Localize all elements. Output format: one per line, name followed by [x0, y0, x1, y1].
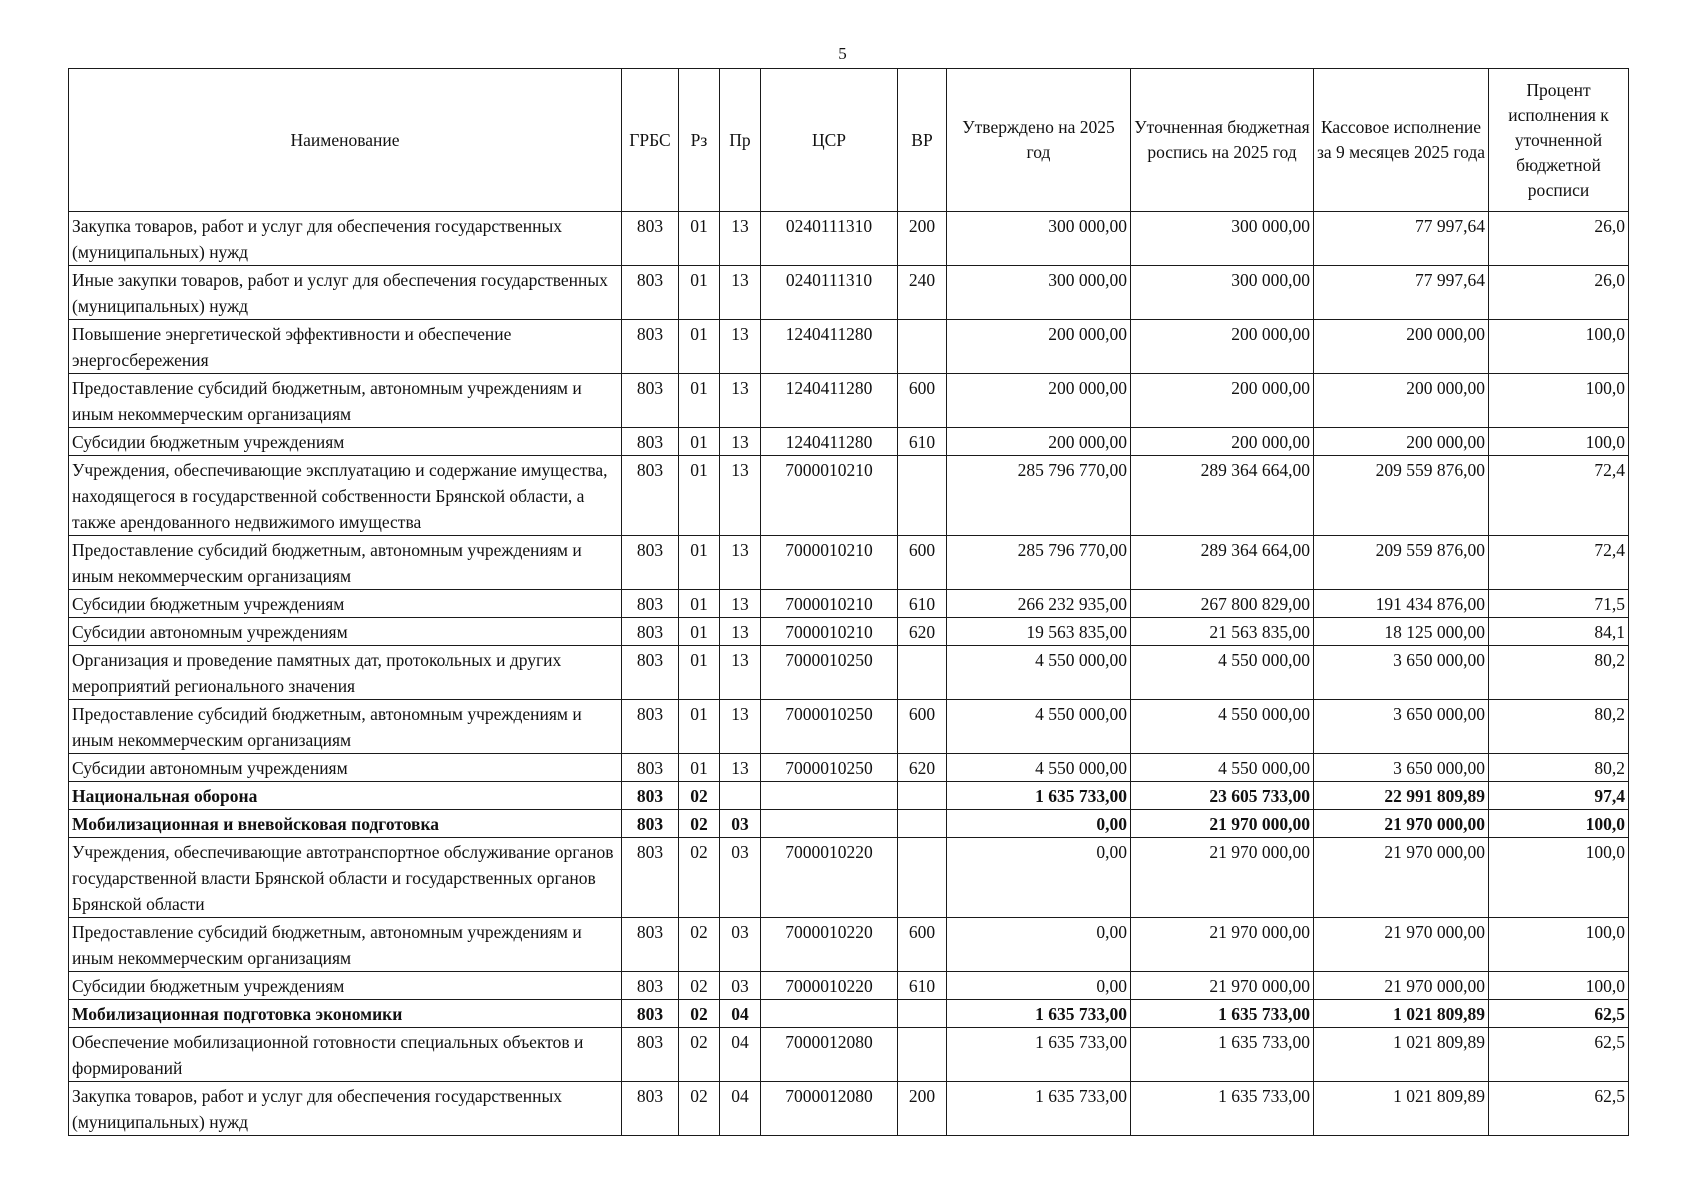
- cell-csr: 7000012080: [761, 1028, 898, 1082]
- table-row: [69, 428, 1629, 456]
- cell-specified: 200 000,00: [1131, 320, 1314, 374]
- cell-percent: 72,4: [1489, 456, 1629, 536]
- cell-csr: 7000010220: [761, 972, 898, 1000]
- cell-percent: 62,5: [1489, 1000, 1629, 1028]
- cell-grbs: 803: [622, 428, 679, 456]
- cell-cash: 21 970 000,00: [1314, 810, 1489, 838]
- cell-csr: 7000010220: [761, 918, 898, 972]
- cell-grbs: 803: [622, 456, 679, 536]
- cell-grbs: 803: [622, 1082, 679, 1136]
- cell-vr: 610: [898, 428, 947, 456]
- cell-vr: 620: [898, 754, 947, 782]
- cell-grbs: 803: [622, 782, 679, 810]
- cell-csr: [761, 1000, 898, 1028]
- cell-rz: 01: [679, 754, 720, 782]
- cell-percent: 100,0: [1489, 320, 1629, 374]
- cell-name: Субсидии бюджетным учреждениям: [69, 972, 622, 1000]
- cell-specified: 289 364 664,00: [1131, 456, 1314, 536]
- cell-specified: 4 550 000,00: [1131, 754, 1314, 782]
- cell-rz: 01: [679, 700, 720, 754]
- cell-vr: [898, 838, 947, 918]
- table-row: [69, 810, 1629, 838]
- cell-specified: 1 635 733,00: [1131, 1000, 1314, 1028]
- cell-grbs: 803: [622, 212, 679, 266]
- table-row: [69, 212, 1629, 266]
- cell-percent: 26,0: [1489, 266, 1629, 320]
- cell-grbs: 803: [622, 754, 679, 782]
- cell-approved: 1 635 733,00: [947, 1028, 1131, 1082]
- cell-cash: 200 000,00: [1314, 374, 1489, 428]
- cell-grbs: 803: [622, 320, 679, 374]
- cell-pr: 13: [720, 456, 761, 536]
- cell-vr: 610: [898, 590, 947, 618]
- cell-approved: 266 232 935,00: [947, 590, 1131, 618]
- cell-name: Повышение энергетической эффективности и обеспечение энергосбережения: [69, 320, 622, 374]
- cell-pr: 13: [720, 618, 761, 646]
- cell-csr: [761, 810, 898, 838]
- header-percent: Процент исполнения к уточненной бюджетной росписи: [1489, 69, 1629, 212]
- cell-name: Закупка товаров, работ и услуг для обеспечения государственных (муниципальных) нужд: [69, 212, 622, 266]
- cell-csr: 7000012080: [761, 1082, 898, 1136]
- cell-rz: 02: [679, 782, 720, 810]
- cell-percent: 80,2: [1489, 646, 1629, 700]
- header-row: [69, 69, 1629, 212]
- cell-cash: 1 021 809,89: [1314, 1028, 1489, 1082]
- cell-vr: [898, 456, 947, 536]
- cell-vr: 600: [898, 536, 947, 590]
- cell-grbs: 803: [622, 1028, 679, 1082]
- table-row: [69, 646, 1629, 700]
- cell-pr: [720, 782, 761, 810]
- cell-name: Субсидии бюджетным учреждениям: [69, 428, 622, 456]
- cell-approved: 4 550 000,00: [947, 700, 1131, 754]
- cell-specified: 4 550 000,00: [1131, 646, 1314, 700]
- cell-name: Обеспечение мобилизационной готовности специальных объектов и формирований: [69, 1028, 622, 1082]
- table-row: [69, 1082, 1629, 1136]
- cell-percent: 84,1: [1489, 618, 1629, 646]
- cell-cash: 77 997,64: [1314, 266, 1489, 320]
- cell-csr: 7000010250: [761, 700, 898, 754]
- header-name: Наименование: [69, 69, 622, 212]
- cell-rz: 01: [679, 590, 720, 618]
- cell-approved: 1 635 733,00: [947, 1000, 1131, 1028]
- table-row: [69, 700, 1629, 754]
- cell-pr: 13: [720, 646, 761, 700]
- cell-pr: 13: [720, 590, 761, 618]
- cell-specified: 1 635 733,00: [1131, 1082, 1314, 1136]
- cell-rz: 01: [679, 536, 720, 590]
- cell-specified: 200 000,00: [1131, 374, 1314, 428]
- cell-pr: 13: [720, 266, 761, 320]
- cell-percent: 100,0: [1489, 428, 1629, 456]
- cell-specified: 21 970 000,00: [1131, 810, 1314, 838]
- cell-approved: 0,00: [947, 972, 1131, 1000]
- table-row: [69, 590, 1629, 618]
- cell-name: Предоставление субсидий бюджетным, автономным учреждениям и иным некоммерческим организациям: [69, 536, 622, 590]
- cell-percent: 72,4: [1489, 536, 1629, 590]
- cell-cash: 209 559 876,00: [1314, 536, 1489, 590]
- cell-percent: 100,0: [1489, 972, 1629, 1000]
- cell-grbs: 803: [622, 374, 679, 428]
- cell-vr: 600: [898, 700, 947, 754]
- cell-rz: 01: [679, 320, 720, 374]
- cell-cash: 200 000,00: [1314, 428, 1489, 456]
- table-row: [69, 536, 1629, 590]
- cell-pr: 04: [720, 1028, 761, 1082]
- cell-name: Предоставление субсидий бюджетным, автономным учреждениям и иным некоммерческим организациям: [69, 374, 622, 428]
- cell-vr: [898, 1000, 947, 1028]
- cell-cash: 3 650 000,00: [1314, 754, 1489, 782]
- cell-specified: 21 970 000,00: [1131, 838, 1314, 918]
- cell-rz: 02: [679, 810, 720, 838]
- cell-name: Предоставление субсидий бюджетным, автономным учреждениям и иным некоммерческим организациям: [69, 700, 622, 754]
- cell-pr: 04: [720, 1082, 761, 1136]
- cell-rz: 02: [679, 918, 720, 972]
- cell-vr: 600: [898, 374, 947, 428]
- cell-rz: 01: [679, 428, 720, 456]
- cell-rz: 01: [679, 266, 720, 320]
- cell-rz: 01: [679, 618, 720, 646]
- cell-vr: 240: [898, 266, 947, 320]
- cell-specified: 300 000,00: [1131, 266, 1314, 320]
- table-row: [69, 1028, 1629, 1082]
- cell-specified: 21 970 000,00: [1131, 918, 1314, 972]
- cell-csr: [761, 782, 898, 810]
- cell-name: Мобилизационная и вневойсковая подготовка: [69, 810, 622, 838]
- cell-csr: 1240411280: [761, 320, 898, 374]
- table-row: [69, 972, 1629, 1000]
- cell-name: Субсидии автономным учреждениям: [69, 618, 622, 646]
- cell-percent: 71,5: [1489, 590, 1629, 618]
- cell-approved: 200 000,00: [947, 428, 1131, 456]
- cell-pr: 13: [720, 320, 761, 374]
- table-row: [69, 918, 1629, 972]
- cell-grbs: 803: [622, 972, 679, 1000]
- cell-pr: 13: [720, 374, 761, 428]
- cell-csr: 7000010210: [761, 618, 898, 646]
- cell-specified: 300 000,00: [1131, 212, 1314, 266]
- cell-pr: 13: [720, 536, 761, 590]
- header-grbs: ГРБС: [622, 69, 679, 212]
- cell-approved: 1 635 733,00: [947, 782, 1131, 810]
- table-row: [69, 782, 1629, 810]
- cell-csr: 1240411280: [761, 428, 898, 456]
- cell-percent: 100,0: [1489, 838, 1629, 918]
- cell-pr: 13: [720, 428, 761, 456]
- cell-grbs: 803: [622, 700, 679, 754]
- header-csr: ЦСР: [761, 69, 898, 212]
- cell-percent: 100,0: [1489, 810, 1629, 838]
- cell-percent: 80,2: [1489, 754, 1629, 782]
- cell-specified: 23 605 733,00: [1131, 782, 1314, 810]
- cell-rz: 01: [679, 374, 720, 428]
- cell-name: Закупка товаров, работ и услуг для обеспечения государственных (муниципальных) нужд: [69, 1082, 622, 1136]
- cell-grbs: 803: [622, 618, 679, 646]
- cell-cash: 77 997,64: [1314, 212, 1489, 266]
- cell-name: Иные закупки товаров, работ и услуг для обеспечения государственных (муниципальных) нужд: [69, 266, 622, 320]
- cell-pr: 13: [720, 754, 761, 782]
- cell-percent: 62,5: [1489, 1082, 1629, 1136]
- cell-approved: 19 563 835,00: [947, 618, 1131, 646]
- page-number: 5: [838, 44, 847, 63]
- cell-percent: 80,2: [1489, 700, 1629, 754]
- cell-grbs: 803: [622, 646, 679, 700]
- table-row: [69, 838, 1629, 918]
- cell-grbs: 803: [622, 536, 679, 590]
- cell-pr: 13: [720, 700, 761, 754]
- cell-cash: 200 000,00: [1314, 320, 1489, 374]
- cell-pr: 13: [720, 212, 761, 266]
- cell-csr: 0240111310: [761, 266, 898, 320]
- cell-vr: [898, 1028, 947, 1082]
- cell-csr: 1240411280: [761, 374, 898, 428]
- cell-cash: 18 125 000,00: [1314, 618, 1489, 646]
- cell-name: Национальная оборона: [69, 782, 622, 810]
- cell-approved: 1 635 733,00: [947, 1082, 1131, 1136]
- table-row: [69, 618, 1629, 646]
- cell-pr: 03: [720, 918, 761, 972]
- cell-specified: 289 364 664,00: [1131, 536, 1314, 590]
- cell-name: Субсидии автономным учреждениям: [69, 754, 622, 782]
- cell-percent: 100,0: [1489, 374, 1629, 428]
- cell-vr: 200: [898, 212, 947, 266]
- cell-name: Субсидии бюджетным учреждениям: [69, 590, 622, 618]
- cell-vr: 200: [898, 1082, 947, 1136]
- cell-csr: 7000010250: [761, 646, 898, 700]
- cell-csr: 7000010210: [761, 456, 898, 536]
- cell-vr: [898, 782, 947, 810]
- cell-cash: 209 559 876,00: [1314, 456, 1489, 536]
- cell-cash: 1 021 809,89: [1314, 1082, 1489, 1136]
- table-row: [69, 456, 1629, 536]
- cell-name: Предоставление субсидий бюджетным, автономным учреждениям и иным некоммерческим организациям: [69, 918, 622, 972]
- cell-cash: 3 650 000,00: [1314, 700, 1489, 754]
- cell-csr: 7000010210: [761, 536, 898, 590]
- cell-percent: 97,4: [1489, 782, 1629, 810]
- cell-specified: 267 800 829,00: [1131, 590, 1314, 618]
- cell-vr: 620: [898, 618, 947, 646]
- cell-approved: 285 796 770,00: [947, 536, 1131, 590]
- cell-percent: 26,0: [1489, 212, 1629, 266]
- cell-approved: 0,00: [947, 810, 1131, 838]
- cell-grbs: 803: [622, 590, 679, 618]
- cell-cash: 21 970 000,00: [1314, 918, 1489, 972]
- cell-cash: 191 434 876,00: [1314, 590, 1489, 618]
- cell-approved: 200 000,00: [947, 374, 1131, 428]
- cell-percent: 100,0: [1489, 918, 1629, 972]
- cell-csr: 0240111310: [761, 212, 898, 266]
- cell-vr: [898, 646, 947, 700]
- cell-specified: 21 563 835,00: [1131, 618, 1314, 646]
- cell-csr: 7000010210: [761, 590, 898, 618]
- cell-name: Организация и проведение памятных дат, протокольных и других мероприятий регионального значения: [69, 646, 622, 700]
- table-row: [69, 754, 1629, 782]
- header-approved: Утверждено на 2025 год: [947, 69, 1131, 212]
- cell-cash: 1 021 809,89: [1314, 1000, 1489, 1028]
- cell-pr: 03: [720, 838, 761, 918]
- cell-percent: 62,5: [1489, 1028, 1629, 1082]
- cell-cash: 22 991 809,89: [1314, 782, 1489, 810]
- table-row: [69, 266, 1629, 320]
- cell-rz: 01: [679, 456, 720, 536]
- cell-specified: 4 550 000,00: [1131, 700, 1314, 754]
- cell-pr: 03: [720, 810, 761, 838]
- cell-vr: [898, 810, 947, 838]
- cell-grbs: 803: [622, 838, 679, 918]
- cell-name: Учреждения, обеспечивающие эксплуатацию и содержание имущества, находящегося в государственной собственности Брянской области, а также арендованного недвижимого имущества: [69, 456, 622, 536]
- header-vr: ВР: [898, 69, 947, 212]
- cell-approved: 4 550 000,00: [947, 646, 1131, 700]
- cell-grbs: 803: [622, 918, 679, 972]
- cell-name: Учреждения, обеспечивающие автотранспортное обслуживание органов государственной власти Брянской области и государственных органов Брянской области: [69, 838, 622, 918]
- cell-approved: 0,00: [947, 918, 1131, 972]
- header-rz: Рз: [679, 69, 720, 212]
- cell-grbs: 803: [622, 1000, 679, 1028]
- table-row: [69, 320, 1629, 374]
- cell-cash: 21 970 000,00: [1314, 838, 1489, 918]
- cell-grbs: 803: [622, 266, 679, 320]
- cell-rz: 02: [679, 838, 720, 918]
- cell-csr: 7000010220: [761, 838, 898, 918]
- cell-rz: 02: [679, 1082, 720, 1136]
- cell-specified: 1 635 733,00: [1131, 1028, 1314, 1082]
- cell-pr: 03: [720, 972, 761, 1000]
- cell-name: Мобилизационная подготовка экономики: [69, 1000, 622, 1028]
- cell-specified: 200 000,00: [1131, 428, 1314, 456]
- cell-specified: 21 970 000,00: [1131, 972, 1314, 1000]
- header-specified: Уточненная бюджетная роспись на 2025 год: [1131, 69, 1314, 212]
- cell-vr: 600: [898, 918, 947, 972]
- cell-approved: 0,00: [947, 838, 1131, 918]
- cell-rz: 02: [679, 1000, 720, 1028]
- header-pr: Пр: [720, 69, 761, 212]
- cell-rz: 01: [679, 212, 720, 266]
- budget-execution-table: [68, 68, 1629, 1136]
- table-row: [69, 374, 1629, 428]
- cell-approved: 300 000,00: [947, 212, 1131, 266]
- cell-grbs: 803: [622, 810, 679, 838]
- cell-cash: 21 970 000,00: [1314, 972, 1489, 1000]
- header-cash: Кассовое исполнение за 9 месяцев 2025 года: [1314, 69, 1489, 212]
- cell-approved: 200 000,00: [947, 320, 1131, 374]
- cell-vr: [898, 320, 947, 374]
- cell-pr: 04: [720, 1000, 761, 1028]
- cell-approved: 300 000,00: [947, 266, 1131, 320]
- cell-rz: 02: [679, 972, 720, 1000]
- cell-rz: 02: [679, 1028, 720, 1082]
- cell-approved: 4 550 000,00: [947, 754, 1131, 782]
- cell-approved: 285 796 770,00: [947, 456, 1131, 536]
- cell-vr: 610: [898, 972, 947, 1000]
- cell-rz: 01: [679, 646, 720, 700]
- cell-cash: 3 650 000,00: [1314, 646, 1489, 700]
- table-row: [69, 1000, 1629, 1028]
- cell-csr: 7000010250: [761, 754, 898, 782]
